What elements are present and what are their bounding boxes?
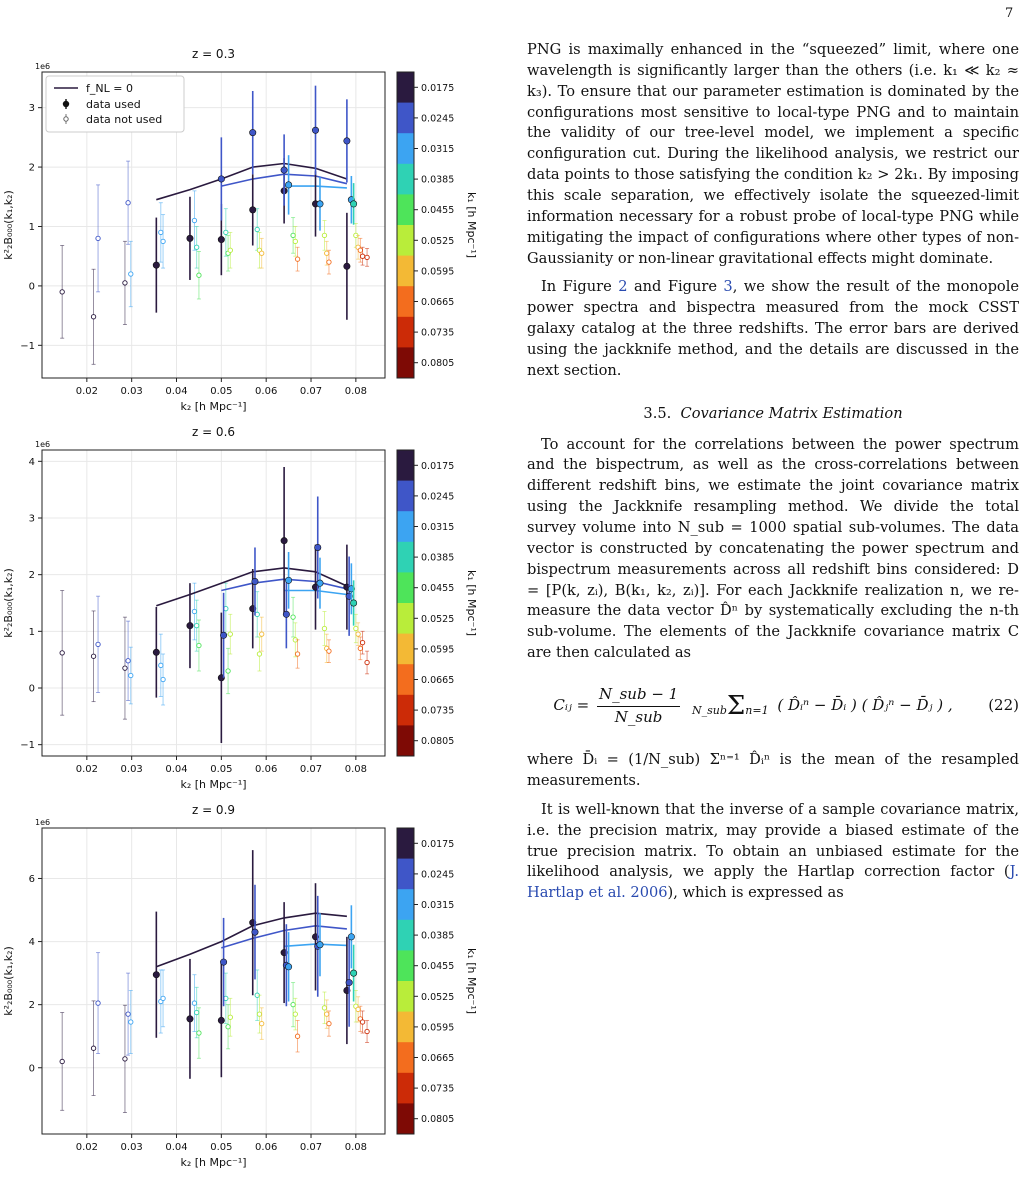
colorbar-tick-label: 0.0385 [421,174,455,186]
colorbar-segment [397,256,414,287]
colorbar [397,450,454,757]
colorbar-tick-label: 0.0455 [421,205,455,217]
data-point-unused [322,1006,326,1010]
colorbar-tick-label: 0.0525 [421,991,455,1003]
x-tick-label: 0.08 [344,764,367,775]
legend-used-marker [63,101,69,107]
data-point-used [281,537,287,543]
y-tick-label: −1 [20,740,35,752]
colorbar-segment [397,1012,414,1043]
colorbar-segment [397,194,414,225]
data-point-unused [192,1001,196,1005]
grid [42,450,385,756]
data-point-used [285,182,291,188]
colorbar-tick-label: 0.0175 [421,460,455,472]
data-point-unused [322,626,326,630]
data-point-used [350,600,356,606]
data-point-used [317,942,323,948]
data-point-unused [291,233,295,237]
legend-unused-marker [64,117,68,121]
data-point-used [315,544,321,550]
data-point-used [153,971,159,977]
data-point-unused [293,239,297,243]
colorbar-segment [397,347,414,378]
colorbar-segment [397,103,414,134]
y-tick-label: 0 [28,1063,35,1075]
x-tick-label: 0.02 [75,764,98,775]
colorbar-segment [397,1042,414,1073]
data-point-unused [291,615,295,619]
data-point-unused [60,1059,64,1063]
data-point-unused [291,1002,295,1006]
colorbar-segment [397,164,414,195]
data-point-used [285,577,291,583]
data-point-unused [325,1012,329,1016]
data-point-used [348,934,354,940]
unused-points [60,953,369,1113]
colorbar-tick-label: 0.0665 [421,675,455,686]
colorbar-label: k₁ [h Mpc⁻¹] [465,191,478,259]
x-tick-label: 0.04 [165,1142,188,1153]
data-point-unused [226,669,230,673]
colorbar-tick-label: 0.0735 [421,705,455,717]
figure-panel-z06 [0,418,480,798]
colorbar-segment [397,725,414,756]
data-point-unused [360,254,364,258]
data-point-used [344,138,350,144]
bispectrum-chart-z06 [0,418,480,798]
colorbar-segment [397,481,414,512]
data-point-used [218,176,224,182]
colorbar-segment [397,225,414,256]
data-point-unused [123,281,127,285]
colorbar-tick-label: 0.0385 [421,930,455,942]
colorbar [397,828,454,1135]
data-point-used [250,207,256,213]
unused-points [60,583,369,719]
y-offset-label: 1e6 [35,62,51,71]
figure-panel-z03 [0,40,480,420]
data-point-used [153,262,159,268]
data-point-used [350,201,356,207]
colorbar-segment [397,695,414,726]
data-point-unused [126,659,130,663]
x-tick-label: 0.04 [165,764,188,775]
y-tick-label: 0 [28,281,35,293]
used-points [153,850,357,1079]
data-point-unused [129,1020,133,1024]
legend [46,76,184,132]
colorbar-tick-label: 0.0525 [421,235,455,247]
equation-number: (22) [988,696,1019,715]
data-point-used [281,167,287,173]
data-point-unused [161,677,165,681]
colorbar-tick-label: 0.0245 [421,869,455,881]
data-point-unused [96,642,100,646]
data-point-used [187,235,193,241]
data-point-used [187,622,193,628]
data-point-unused [161,239,165,243]
data-point-used [153,649,159,655]
x-tick-label: 0.04 [165,386,188,397]
paragraph-covariance: To account for the correlations between the power spectrum and the bispectrum, as well as the cross-correlations between different redshift bins, we estimate the joint covariance matrix using the Jackknife resampling method. We divide the total survey volume into N_sub = 1000 spatial sub-volumes. The data vector is constructed by concatenating the power spectrum and bispectrum measurements across all redshift bins considered: D = [P(k, zᵢ), B(k₁, k₂, zᵢ)]. For each Jackknife realization n, we re-measure the data vector D̂ⁿ by systematically excluding the n-th sub-volume. The elements of the Jackknife covariance matrix C are then calculated as [527,435,1019,662]
data-point-unused [360,640,364,644]
data-point-unused [96,236,100,240]
x-tick-label: 0.03 [120,1142,143,1153]
y-offset-label: 1e6 [35,440,51,449]
colorbar-tick-label: 0.0665 [421,1053,455,1064]
data-point-used [283,611,289,617]
data-point-unused [194,623,198,627]
data-point-unused [194,245,198,249]
data-point-unused [356,632,360,636]
data-point-unused [96,1001,100,1005]
data-point-unused [91,315,95,319]
equation-22: Cᵢⱼ = $\frac{\text{N\_sub − 1}}{\text{N\_sub}}$ N_subΣn=1 ( D̂ᵢⁿ − D̄ᵢ ) ( D̂ⱼⁿ − D̄ⱼ ) , (22) [553,685,1019,726]
page-number: 7 [1005,6,1014,21]
colorbar-tick-label: 0.0805 [421,1114,455,1126]
x-tick-label: 0.03 [120,386,143,397]
paragraph-figures: In Figure 2 and Figure 3, we show the result of the monopole power spectra and bispectra measured from the mock CSST galaxy catalog at the three redshifts. The error bars are derived using the jackknife method, and the details are discussed in the next section. [527,278,1020,379]
colorbar-tick-label: 0.0595 [421,644,455,656]
x-tick-label: 0.06 [255,1142,278,1153]
data-point-unused [354,626,358,630]
data-point-used [344,263,350,269]
x-tick-label: 0.06 [255,764,278,775]
colorbar-segment [397,1073,414,1104]
colorbar-tick-label: 0.0245 [421,491,455,503]
x-tick-label: 0.07 [299,764,323,775]
colorbar-label: k₁ [h Mpc⁻¹] [465,569,478,637]
bispectrum-chart-z09 [0,796,480,1176]
y-tick-label: 2 [28,162,35,174]
colorbar-tick-label: 0.0525 [421,613,455,625]
colorbar-tick-label: 0.0175 [421,82,455,94]
data-point-unused [60,651,64,655]
data-point-used [317,580,323,586]
y-tick-label: 3 [28,513,35,525]
colorbar-segment [397,981,414,1012]
y-axis-label: k²₂B₀₀₀(k₁,k₂) [2,946,15,1016]
data-point-unused [194,1010,198,1014]
y-tick-label: −1 [20,340,35,352]
colorbar-tick-label: 0.0455 [421,961,455,973]
data-point-unused [257,652,261,656]
colorbar-tick-label: 0.0805 [421,736,455,748]
colorbar-tick-label: 0.0735 [421,327,455,339]
legend-entry-unused: data not used [86,113,163,126]
data-point-unused [293,1012,297,1016]
colorbar-tick-label: 0.0735 [421,1083,455,1095]
data-point-unused [255,227,259,231]
x-tick-label: 0.02 [75,386,98,397]
colorbar-segment [397,664,414,695]
used-points [153,467,357,743]
section-heading: 3.5. Covariance Matrix Estimation [643,404,903,422]
data-point-unused [129,272,133,276]
data-point-unused [123,666,127,670]
x-tick-label: 0.06 [255,386,278,397]
data-point-unused [356,1007,360,1011]
colorbar-tick-label: 0.0805 [421,358,455,370]
colorbar-tick-label: 0.0175 [421,838,455,850]
x-tick-label: 0.03 [120,764,143,775]
model-line [156,164,347,200]
colorbar-segment [397,572,414,603]
data-point-unused [365,1029,369,1033]
colorbar-segment [397,828,414,859]
colorbar-tick-label: 0.0665 [421,297,455,308]
x-tick-label: 0.05 [210,1142,233,1153]
y-tick-label: 4 [28,456,35,468]
data-point-unused [259,1021,263,1025]
data-point-used [220,959,226,965]
data-point-unused [197,643,201,647]
data-point-unused [327,649,331,653]
colorbar-segment [397,859,414,890]
colorbar-tick-label: 0.0455 [421,583,455,595]
figure-3-link[interactable]: 3 [723,278,733,296]
colorbar-segment [397,72,414,103]
unused-points [60,161,369,364]
data-point-unused [126,201,130,205]
colorbar-segment [397,889,414,920]
data-point-unused [259,632,263,636]
x-tick-label: 0.07 [299,386,323,397]
data-point-unused [365,255,369,259]
colorbar-tick-label: 0.0315 [421,144,455,155]
data-point-unused [197,1031,201,1035]
colorbar-label: k₁ [h Mpc⁻¹] [465,947,478,1015]
data-point-used [187,1016,193,1022]
data-point-unused [327,260,331,264]
colorbar-segment [397,603,414,634]
colorbar-segment [397,511,414,542]
y-tick-label: 2 [28,570,35,582]
y-tick-label: 3 [28,103,35,115]
data-point-unused [123,1057,127,1061]
legend-entry-used: data used [86,98,141,111]
colorbar-segment [397,286,414,317]
colorbar-tick-label: 0.0385 [421,552,455,564]
colorbar-tick-label: 0.0315 [421,900,455,911]
data-point-unused [358,248,362,252]
colorbar-segment [397,1103,414,1134]
data-point-unused [126,1012,130,1016]
y-axis-label: k²₂B₀₀₀(k₁,k₂) [2,568,15,638]
data-point-unused [358,646,362,650]
data-point-unused [192,609,196,613]
text-column [527,40,1019,912]
panel-title: z = 0.6 [191,425,236,439]
bispectrum-chart-z03 [0,40,480,420]
data-point-unused [228,632,232,636]
y-axis-label: k²₂B₀₀₀(k₁,k₂) [2,190,15,260]
data-point-unused [228,1015,232,1019]
data-point-unused [325,251,329,255]
data-point-unused [129,673,133,677]
y-tick-label: 2 [28,1000,35,1012]
y-tick-label: 0 [28,683,35,695]
data-point-used [312,127,318,133]
plot-frame [42,450,385,756]
colorbar-segment [397,542,414,573]
colorbar-segment [397,950,414,981]
y-tick-label: 1 [28,221,35,233]
data-point-unused [228,248,232,252]
colorbar-tick-label: 0.0315 [421,522,455,533]
paragraph-hartlap: It is well-known that the inverse of a sample covariance matrix, i.e. the precision matrix, may provide a biased estimate of the true precision matrix. To obtain an unbiased estimate for the likelihood analysis, we apply the Hartlap correction factor (J. Hartlap et al. 2006), which is expressed as [527,800,1019,902]
x-tick-label: 0.05 [210,386,233,397]
data-point-used [346,979,352,985]
y-tick-label: 1 [28,626,35,638]
data-point-unused [295,257,299,261]
x-tick-label: 0.08 [344,386,367,397]
data-point-used [250,129,256,135]
data-point-unused [161,996,165,1000]
colorbar-tick-label: 0.0595 [421,266,455,278]
panel-title: z = 0.9 [191,803,236,817]
colorbar [397,72,454,379]
colorbar-tick-label: 0.0245 [421,113,455,125]
panel-title: z = 0.3 [191,47,236,61]
colorbar-segment [397,920,414,951]
data-point-used [218,236,224,242]
colorbar-segment [397,317,414,348]
data-point-unused [360,1020,364,1024]
data-point-used [252,929,258,935]
data-point-used [252,578,258,584]
colorbar-segment [397,133,414,164]
citation-hartlap-link[interactable]: J. Hartlap et al. 2006 [527,863,1019,902]
data-point-unused [197,273,201,277]
data-point-unused [224,230,228,234]
data-point-unused [365,660,369,664]
colorbar-segment [397,450,414,481]
x-tick-label: 0.07 [299,1142,323,1153]
y-tick-label: 6 [28,873,35,885]
data-point-unused [322,233,326,237]
data-point-unused [259,251,263,255]
data-point-used [218,1017,224,1023]
data-point-unused [91,654,95,658]
data-point-used [285,964,291,970]
paragraph-squeezed-limit: PNG is maximally enhanced in the “squeezed” limit, where one wavelength is significantly larger than the others (i.e. k₁ ≪ k₂ ≈ k₃). To ensure that our parameter estimation is dominated by the configurations most sensitive to local-type PNG and to maintain the validity of our tree-level model, we implement a specific configuration cut. During the likelihood analysis, we restrict our data points to those satisfying the condition k₂ > 2k₁. By imposing this scale separation, we effectively isolate the squeezed-limit information necessary for a robust probe of local-type PNG while mitigating the impact of configurations where other types of non-Gaussianity or non-linear gravitational effects might dominate. [527,41,1019,267]
data-point-unused [91,1046,95,1050]
x-tick-label: 0.02 [75,1142,98,1153]
data-point-used [220,632,226,638]
data-point-unused [295,1034,299,1038]
data-point-unused [327,1021,331,1025]
data-point-unused [295,652,299,656]
data-point-used [350,970,356,976]
data-point-unused [159,663,163,667]
data-point-used [317,201,323,207]
data-point-unused [192,218,196,222]
paragraph-mean: where D̄ᵢ = (1/N_sub) Σⁿ⁼¹ D̂ᵢⁿ is the mean of the resampled measurements. [527,751,1019,789]
colorbar-segment [397,634,414,665]
x-axis-label: k₂ [h Mpc⁻¹] [180,400,247,413]
data-point-unused [226,1025,230,1029]
figure-panel-z09 [0,796,480,1176]
x-tick-label: 0.05 [210,764,233,775]
x-axis-label: k₂ [h Mpc⁻¹] [180,778,247,791]
data-point-unused [159,230,163,234]
x-tick-label: 0.08 [344,1142,367,1153]
legend-entry-model: f_NL = 0 [86,82,133,95]
data-point-unused [60,290,64,294]
figure-2-link[interactable]: 2 [618,278,628,296]
colorbar-tick-label: 0.0595 [421,1022,455,1034]
y-offset-label: 1e6 [35,818,51,827]
x-axis-label: k₂ [h Mpc⁻¹] [180,1156,247,1169]
data-point-unused [257,1012,261,1016]
y-tick-label: 4 [28,937,35,949]
